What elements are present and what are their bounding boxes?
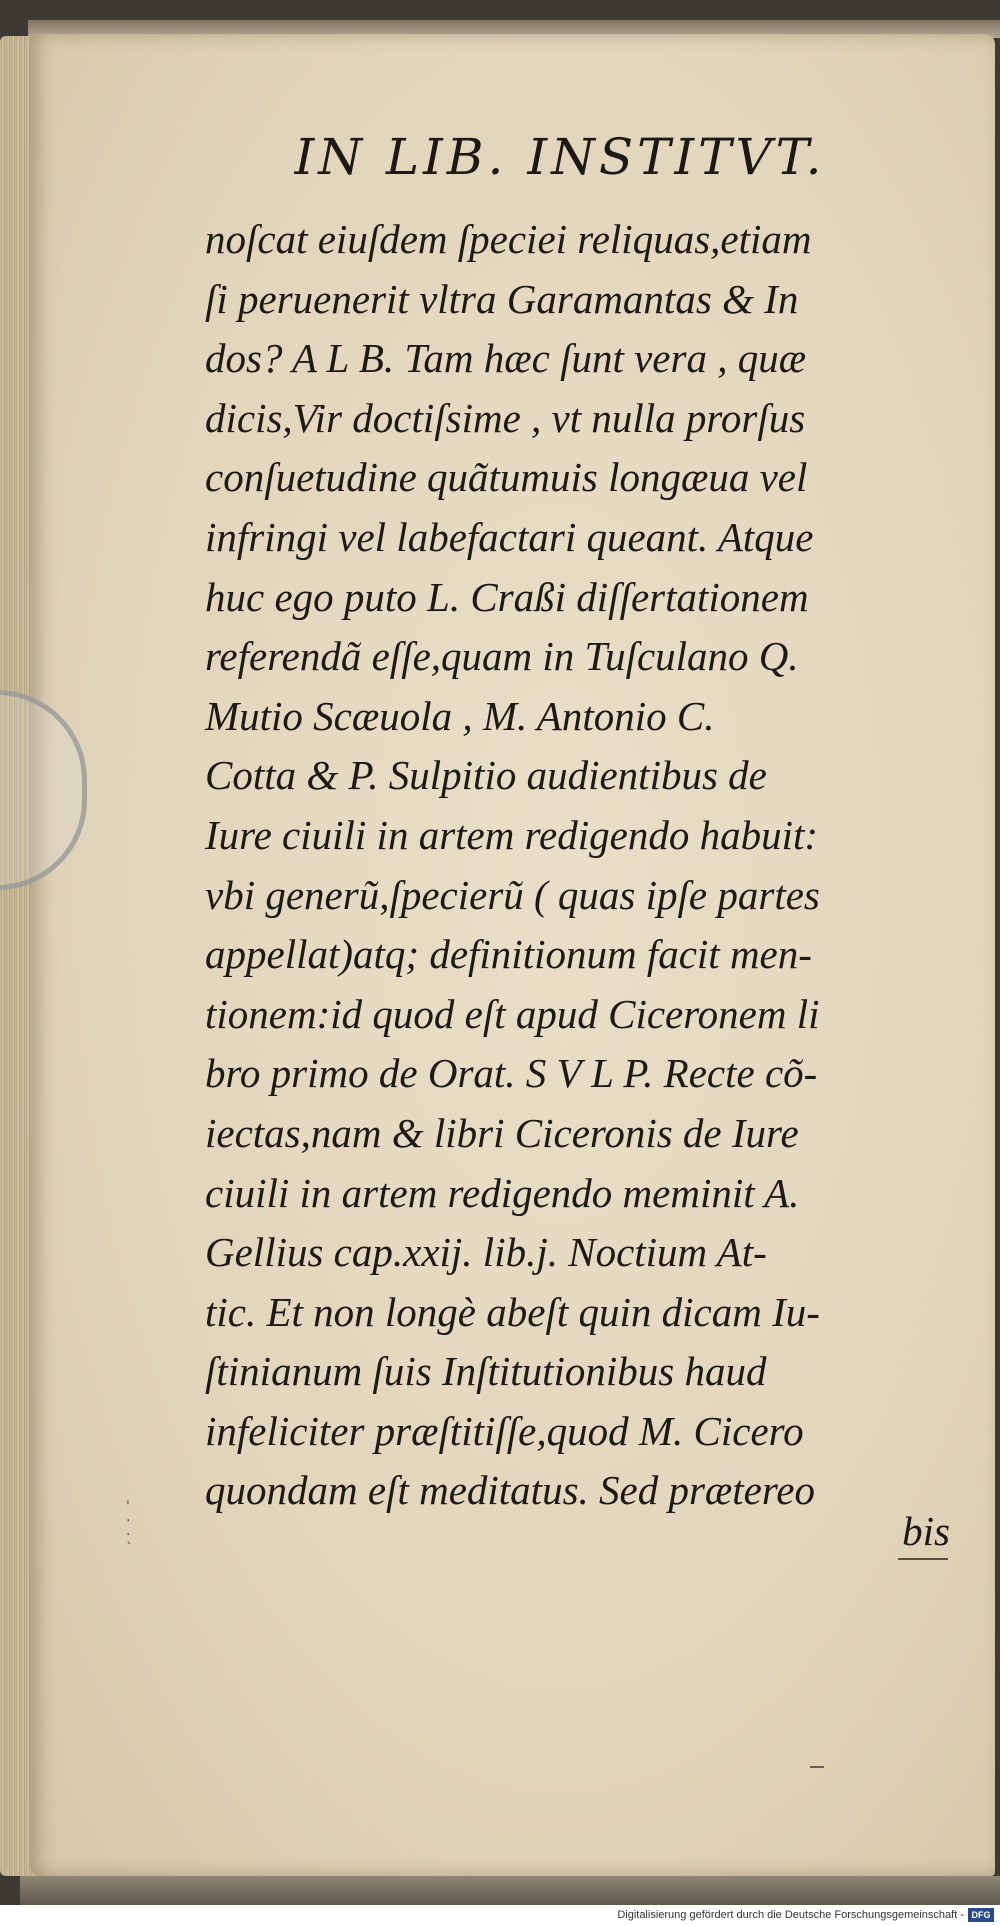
text-line: Gellius cap.xxij. lib.j. Noctium At- bbox=[205, 1229, 767, 1276]
text-line: ſi peruenerit vltra Garamantas & In bbox=[205, 275, 799, 322]
bottom-page-edge bbox=[20, 1876, 1000, 1906]
text-line: Cotta & P. Sulpitio audientibus de bbox=[205, 752, 767, 799]
text-line: appellat)atq; definitionum facit men- bbox=[205, 931, 812, 978]
text-line: dos? A L B. Tam hæc ſunt vera , quæ bbox=[205, 335, 807, 382]
text-line: dicis,Vir doctiſsime , vt nulla prorſus bbox=[205, 394, 806, 441]
text-line: quondam eſt meditatus. Sed prætereo bbox=[205, 1467, 815, 1514]
text-line: Iure ciuili in artem redigendo habuit: bbox=[205, 811, 818, 858]
text-line: huc ego puto L. Craßi diſſertationem bbox=[205, 573, 809, 620]
text-line: iectas,nam & libri Ciceronis de Iure bbox=[205, 1109, 799, 1156]
margin-mark: ' · · ` bbox=[126, 1499, 133, 1557]
footer-credit: Digitalisierung gefördert durch die Deutsche Forschungsgemeinschaft - bbox=[617, 1909, 964, 1921]
text-line: tic. Et non longè abeſt quin dicam Iu- bbox=[205, 1288, 820, 1335]
catchword: bis bbox=[902, 1508, 950, 1554]
text-block bbox=[205, 210, 955, 1521]
text-line: noſcat eiuſdem ſpeciei reliquas,etiam bbox=[205, 216, 812, 262]
ink-mark bbox=[810, 1766, 824, 1768]
footer-bar bbox=[0, 1905, 1000, 1926]
text-line: infeliciter præſtitiſſe,quod M. Cicero bbox=[205, 1407, 804, 1454]
dfg-logo: DFG bbox=[968, 1908, 994, 1922]
text-line: ſtinianum ſuis Inſtitutionibus haud bbox=[205, 1348, 767, 1395]
text-line: bro primo de Orat. S V L P. Recte cõ- bbox=[205, 1050, 818, 1097]
text-line: tionem:id quod eſt apud Ciceronem li bbox=[205, 990, 820, 1037]
text-line: Mutio Scæuola , M. Antonio C. bbox=[205, 692, 715, 739]
text-line: vbi generũ,ſpecierũ ( quas ipſe partes bbox=[205, 871, 820, 918]
text-line: infringi vel labefactari queant. Atque bbox=[205, 513, 814, 560]
text-line: conſuetudine quãtumuis longæua vel bbox=[205, 454, 808, 501]
running-head: IN LIB. INSTITVT. bbox=[294, 128, 826, 186]
catchword-rule bbox=[898, 1558, 948, 1560]
text-line: ciuili in artem redigendo meminit A. bbox=[205, 1169, 800, 1216]
text-line: referendã eſſe,quam in Tuſculano Q. bbox=[205, 633, 799, 680]
